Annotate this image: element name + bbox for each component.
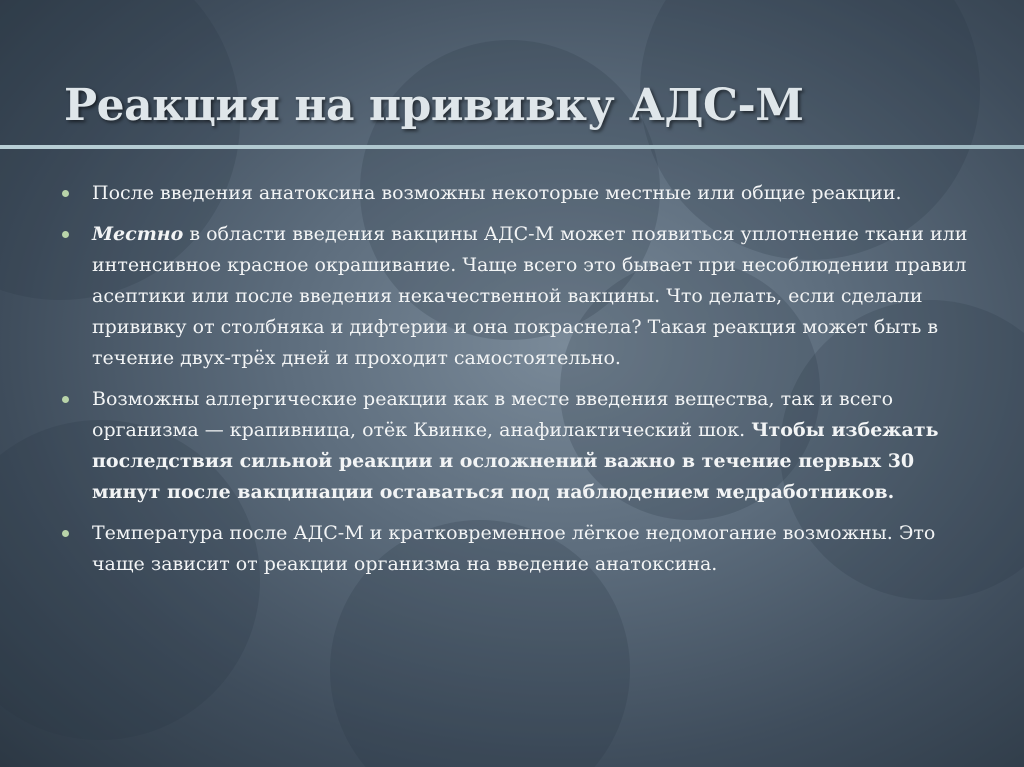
slide-title: Реакция на прививку АДС-М (64, 80, 804, 131)
bullet-icon (62, 190, 69, 197)
bullet-text: Возможны аллергические реакции как в месте введения вещества, так и всего организма — крапивница, отёк Квинке, анафилактический шок. (92, 388, 894, 441)
bullet-item (60, 178, 980, 209)
bullet-text: После введения анатоксина возможны некоторые местные или общие реакции. (92, 182, 902, 204)
bullet-icon (62, 231, 69, 238)
bullet-lead-emphasis: Местно (92, 223, 184, 245)
bullet-item (60, 384, 980, 508)
title-divider (0, 145, 1024, 149)
bullet-text: Температура после АДС-М и кратковременное лёгкое недомогание возможны. Это чаще зависит от реакции организма на введение анатоксина. (92, 522, 936, 575)
bullet-item (60, 219, 980, 374)
bullet-icon (62, 396, 69, 403)
bullet-list (60, 178, 980, 590)
bullet-item (60, 518, 980, 580)
bullet-text: в области введения вакцины АДС-М может появиться уплотнение ткани или интенсивное красное окрашивание. Чаще всего это бывает при несоблюдении правил асептики или после введения некачественной вакцины. Что делать, если сделали прививку от столбняка и дифтерии и она покраснела? Такая реакция может быть в течение двух-трёх дней и проходит самостоятельно. (92, 223, 968, 369)
bullet-bold-text: Чтобы избежать последствия сильной реакции и осложнений важно в течение первых 30 минут после вакцинации оставаться под наблюдением медработников. (92, 419, 939, 503)
bullet-icon (62, 530, 69, 537)
